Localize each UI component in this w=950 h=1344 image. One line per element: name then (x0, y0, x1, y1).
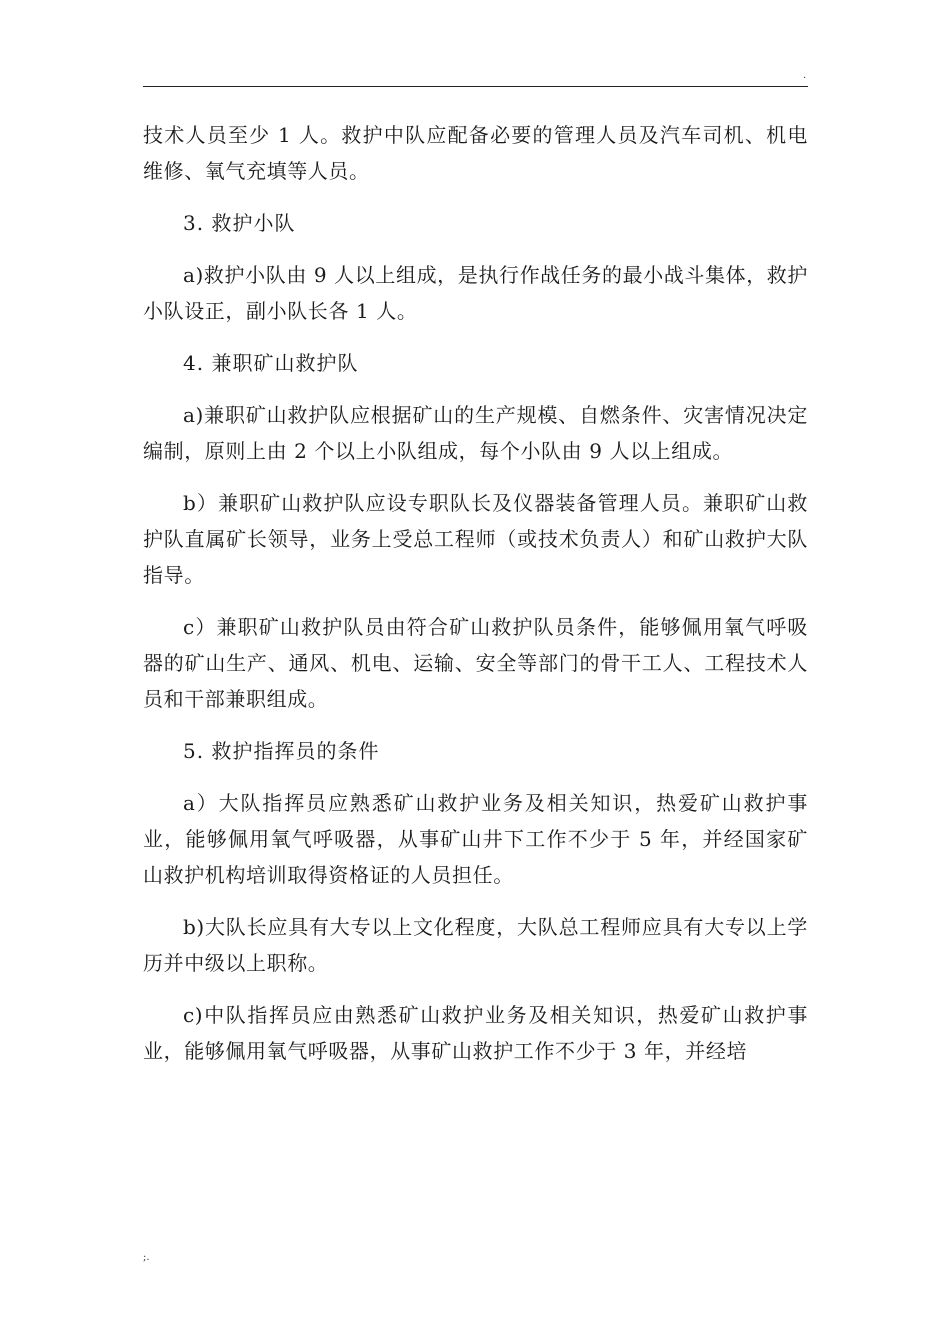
section-heading-3: 3. 救护小队 (183, 211, 296, 235)
footer-mark: ;. (143, 1252, 150, 1263)
section-heading-5: 5. 救护指挥员的条件 (183, 739, 380, 763)
paragraph-5c: c)中队指挥员应由熟悉矿山救护业务及相关知识，热爱矿山救护事业，能够佩用氧气呼吸器，从事矿山救护工作不少于 3 年，并经培 (143, 1003, 808, 1063)
paragraph-4c: c）兼职矿山救护队员由符合矿山救护队员条件，能够佩用氧气呼吸器的矿山生产、通风、机电、运输、安全等部门的骨干工人、工程技术人员和干部兼职组成。 (143, 615, 808, 711)
document-body (143, 117, 808, 1085)
header-rule (143, 86, 808, 87)
paragraph-3a: a)救护小队由 9 人以上组成，是执行作战任务的最小战斗集体，救护小队设正，副小队长各 1 人。 (143, 263, 808, 323)
paragraph-5b: b)大队长应具有大专以上文化程度，大队总工程师应具有大专以上学历并中级以上职称。 (143, 915, 808, 975)
paragraph-1: 技术人员至少 1 人。救护中队应配备必要的管理人员及汽车司机、机电维修、氧气充填等人员。 (143, 123, 808, 183)
paragraph-5a: a）大队指挥员应熟悉矿山救护业务及相关知识，热爱矿山救护事业，能够佩用氧气呼吸器，从事矿山井下工作不少于 5 年，并经国家矿山救护机构培训取得资格证的人员担任。 (143, 791, 808, 887)
paragraph-4b: b）兼职矿山救护队应设专职队长及仪器装备管理人员。兼职矿山救护队直属矿长领导，业务上受总工程师（或技术负责人）和矿山救护大队指导。 (143, 491, 808, 587)
paragraph-4a: a)兼职矿山救护队应根据矿山的生产规模、自燃条件、灾害情况决定编制，原则上由 2 个以上小队组成，每个小队由 9 人以上组成。 (143, 403, 808, 463)
header-mark: . (803, 70, 807, 81)
section-heading-4: 4. 兼职矿山救护队 (183, 351, 359, 375)
